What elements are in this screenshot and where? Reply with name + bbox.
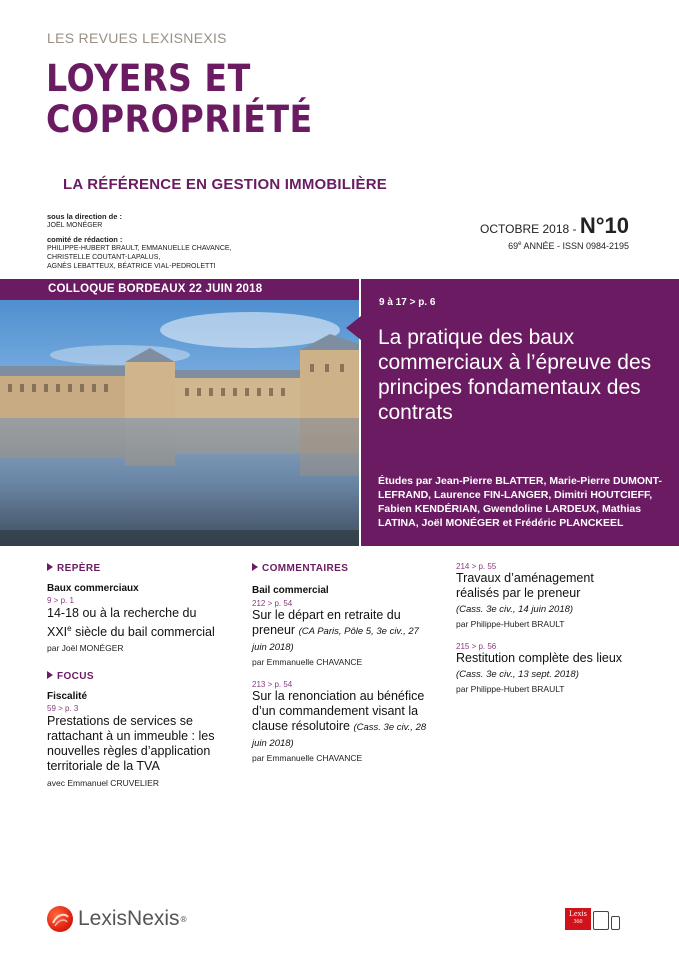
comment-citation: (Cass. 3e civ., 13 sept. 2018) bbox=[456, 669, 579, 680]
comment-byline: par Philippe-Hubert BRAULT bbox=[456, 619, 565, 629]
comment-title-text: Sur le départ en retraite du preneur bbox=[252, 608, 401, 637]
committee-line: PHILIPPE-HUBERT BRAULT, EMMANUELLE CHAVANCE, bbox=[47, 245, 232, 252]
repere-heading-text: REPÈRE bbox=[57, 563, 101, 574]
comment-citation: (Cass. 3e civ., 28 juin 2018) bbox=[252, 722, 427, 749]
issue-date-number bbox=[480, 213, 629, 239]
repere-byline: par Joël MONÉGER bbox=[47, 643, 124, 654]
list-item bbox=[456, 642, 636, 694]
bordeaux-photo-illustration bbox=[0, 300, 359, 546]
feature-ref: 9 à 17 > p. 6 bbox=[379, 297, 436, 308]
masthead bbox=[47, 212, 232, 271]
focus-byline: avec Emmanuel CRUVELIER bbox=[47, 778, 159, 788]
repere-article-title[interactable] bbox=[47, 606, 232, 640]
tablet-icon bbox=[593, 911, 609, 930]
bordeaux-photo bbox=[0, 300, 359, 546]
repere-title-line-2 bbox=[47, 621, 232, 640]
repere-title-rest: siècle du bail commercial bbox=[71, 625, 215, 640]
commentaires-heading bbox=[252, 563, 432, 574]
feature-band-text: COLLOQUE BORDEAUX 22 JUIN 2018 bbox=[48, 283, 263, 295]
comment-byline: par Philippe-Hubert BRAULT bbox=[456, 684, 565, 694]
badge-line-2: 360 bbox=[573, 919, 583, 925]
comment-title[interactable] bbox=[252, 608, 432, 655]
list-item bbox=[252, 599, 432, 667]
logo-swirl-icon bbox=[47, 906, 73, 932]
issue-date: OCTOBRE 2018 - bbox=[480, 222, 577, 236]
triangle-icon bbox=[47, 563, 53, 571]
repere-ref: 9 > p. 1 bbox=[47, 596, 74, 605]
feature-panel-notch bbox=[346, 316, 361, 340]
issue-year bbox=[480, 241, 629, 251]
focus-category: Fiscalité bbox=[47, 691, 88, 702]
repere-title-century: XXI bbox=[47, 625, 68, 640]
focus-article-title[interactable]: Prestations de services se rattachant à un immeuble : les nouvelles règles d’application territoriale de la TVA bbox=[47, 714, 215, 773]
committee-line: AGNÈS LEBATTEUX, BÉATRICE VIAL-PEDROLETTI bbox=[47, 263, 216, 270]
lexis360-devices[interactable] bbox=[565, 908, 620, 930]
comment-citation-line bbox=[456, 666, 636, 682]
feature-authors: Études par Jean-Pierre BLATTER, Marie-Pierre DUMONT-LEFRAND, Laurence FIN-LANGER, Dimitri HOUTCIEFF, Fabien KENDÉRIAN, Gwendoline LARDEUX, Mathias LATINA, Joël MONÉGER et Frédéric PLANCKEEL bbox=[378, 475, 662, 529]
commentaires-section bbox=[252, 563, 432, 763]
comment-ref: 214 > p. 55 bbox=[456, 562, 497, 571]
triangle-icon bbox=[252, 563, 258, 571]
list-item bbox=[456, 562, 636, 629]
focus-heading-text: FOCUS bbox=[57, 671, 94, 682]
committee-line: CHRISTELLE COUTANT-LAPALUS, bbox=[47, 254, 161, 261]
list-item bbox=[252, 680, 432, 763]
comment-byline: par Emmanuelle CHAVANCE bbox=[252, 657, 363, 667]
comment-ref: 212 > p. 54 bbox=[252, 599, 293, 608]
feature-title[interactable]: La pratique des baux commerciaux à l’épreuve des principes fondamentaux des contrats bbox=[378, 326, 652, 424]
focus-section bbox=[47, 671, 232, 788]
repere-title-line-1: 14-18 ou à la recherche du bbox=[47, 606, 197, 620]
committee-label: comité de rédaction : bbox=[47, 235, 123, 244]
triangle-icon bbox=[47, 671, 53, 679]
page-title bbox=[46, 58, 313, 140]
lexisnexis-logo[interactable] bbox=[47, 906, 188, 932]
logo-registered-mark: ® bbox=[179, 914, 188, 924]
comment-title[interactable]: Travaux d’aménagement réalisés par le preneur bbox=[456, 571, 594, 600]
comment-citation: (Cass. 3e civ., 14 juin 2018) bbox=[456, 604, 574, 615]
comment-title[interactable] bbox=[252, 689, 432, 751]
commentaires-category: Bail commercial bbox=[252, 585, 329, 596]
issue-year-sup: e bbox=[518, 241, 522, 247]
direction-label: sous la direction de : bbox=[47, 212, 123, 221]
focus-heading bbox=[47, 671, 232, 682]
repere-category: Baux commerciaux bbox=[47, 583, 139, 594]
comment-citation: (CA Paris, Pôle 5, 3e civ., 27 juin 2018) bbox=[252, 626, 419, 653]
repere-heading bbox=[47, 563, 232, 574]
badge-line-1: Lexis bbox=[569, 909, 587, 918]
title-line-2: COPROPRIÉTÉ bbox=[46, 98, 313, 141]
comment-title[interactable]: Restitution complète des lieux bbox=[456, 651, 623, 665]
comment-title-text: Sur la renonciation au bénéfice d’un commandement visant la clause résolutoire bbox=[252, 689, 425, 733]
series-name: LES REVUES LEXISNEXIS bbox=[47, 30, 227, 46]
director-name: JOËL MONÉGER bbox=[47, 222, 103, 229]
comment-citation-line bbox=[456, 601, 636, 617]
phone-icon bbox=[611, 916, 620, 930]
page-subtitle: LA RÉFÉRENCE EN GESTION IMMOBILIÈRE bbox=[63, 176, 387, 193]
commentaires-continued bbox=[456, 562, 636, 694]
focus-ref: 59 > p. 3 bbox=[47, 704, 79, 713]
lexis360-badge bbox=[565, 908, 591, 930]
issue-year-num: 69 bbox=[508, 241, 519, 251]
comment-ref: 215 > p. 56 bbox=[456, 642, 497, 651]
comment-byline: par Emmanuelle CHAVANCE bbox=[252, 753, 363, 763]
issue-info bbox=[480, 213, 629, 251]
repere-section bbox=[47, 563, 232, 653]
title-line-1: LOYERS ET bbox=[46, 57, 251, 100]
issue-year-rest: ANNÉE - ISSN 0984-2195 bbox=[521, 241, 629, 251]
repere-title-sup: e bbox=[67, 624, 72, 633]
issue-number: N°10 bbox=[579, 213, 629, 238]
logo-text: LexisNexis bbox=[78, 907, 180, 930]
lexisnexis-logo-icon bbox=[47, 906, 73, 932]
commentaires-heading-text: COMMENTAIRES bbox=[262, 563, 349, 574]
comment-ref: 213 > p. 54 bbox=[252, 680, 293, 689]
